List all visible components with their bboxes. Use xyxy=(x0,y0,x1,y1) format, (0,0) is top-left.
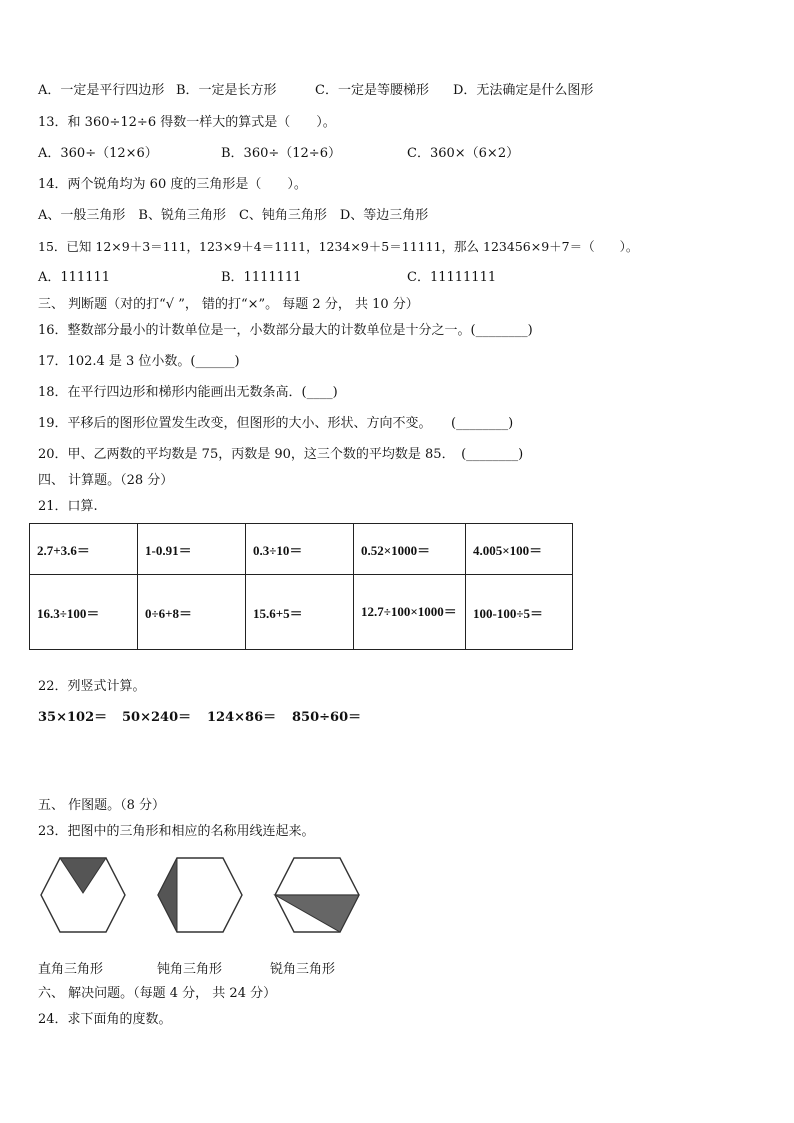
q13-option-a: A．360÷（12×6） xyxy=(38,146,158,161)
q18: 18．在平行四边形和梯形内能画出无数条高．(____) xyxy=(38,385,338,400)
q22-item: 50×240＝ xyxy=(122,710,192,725)
q15-option-a: A．111111 xyxy=(38,270,111,285)
table-cell: 15.6+5＝ xyxy=(246,575,354,650)
mental-calc-table xyxy=(29,523,573,650)
table-row xyxy=(30,575,573,650)
label-obtuse-triangle: 钝角三角形 xyxy=(157,962,223,977)
hexagon-figure-1 xyxy=(38,855,128,935)
q22-item: 35×102＝ xyxy=(38,710,108,725)
table-cell: 0÷6+8＝ xyxy=(138,575,246,650)
shaded-triangle-2 xyxy=(158,858,177,932)
table-cell: 12.7÷100×1000＝ xyxy=(354,575,466,650)
label-right-triangle: 直角三角形 xyxy=(38,962,104,977)
section-5-heading: 五、 作图题。（8 分） xyxy=(38,798,166,813)
q12-option-b: B．一定是长方形 xyxy=(176,83,277,98)
q13-option-c: C．360×（6×2） xyxy=(407,146,520,161)
hexagon-figure-2 xyxy=(155,855,245,935)
q15-option-b: B．1111111 xyxy=(221,270,302,285)
q22: 22．列竖式计算。 xyxy=(38,679,146,694)
q15-option-c: C．11111111 xyxy=(407,270,497,285)
table-cell: 4.005×100＝ xyxy=(466,524,573,575)
q19: 19．平移后的图形位置发生改变，但图形的大小、形状、方向不变。 (________) xyxy=(38,416,514,431)
q22-item: 124×86＝ xyxy=(207,710,277,725)
q23: 23．把图中的三角形和相应的名称用线连起来。 xyxy=(38,824,315,839)
q21: 21．口算. xyxy=(38,499,98,514)
q17: 17．102.4 是 3 位小数。(______) xyxy=(38,354,240,369)
q15-stem: 15．已知 12×9＋3＝111，123×9＋4＝1111，1234×9＋5＝11111，那么 123456×9＋7＝（ ）。 xyxy=(38,239,639,254)
q16: 16．整数部分最小的计数单位是一，小数部分最大的计数单位是十分之一。(________) xyxy=(38,323,533,338)
table-row xyxy=(30,524,573,575)
hexagon-figure-3 xyxy=(272,855,362,935)
section-4-heading: 四、 计算题。（28 分） xyxy=(38,473,174,488)
q13-option-b: B．360÷（12÷6） xyxy=(221,146,341,161)
q14-options: A、一般三角形 B、锐角三角形 C、钝角三角形 D、等边三角形 xyxy=(38,208,429,223)
table-cell: 16.3÷100＝ xyxy=(30,575,138,650)
table-cell: 0.3÷10＝ xyxy=(246,524,354,575)
label-acute-triangle: 锐角三角形 xyxy=(270,962,336,977)
table-cell: 0.52×1000＝ xyxy=(354,524,466,575)
q12-option-d: D．无法确定是什么图形 xyxy=(453,83,594,98)
q24: 24．求下面角的度数。 xyxy=(38,1012,172,1027)
q20: 20．甲、乙两数的平均数是 75，丙数是 90，这三个数的平均数是 85． (________) xyxy=(38,447,524,462)
table-cell: 1-0.91＝ xyxy=(138,524,246,575)
table-cell: 100-100÷5＝ xyxy=(466,575,573,650)
q12-option-a: A．一定是平行四边形 xyxy=(38,83,165,98)
q14-stem: 14．两个锐角均为 60 度的三角形是（ ）。 xyxy=(38,177,307,192)
table-cell: 2.7+3.6＝ xyxy=(30,524,138,575)
q12-option-c: C．一定是等腰梯形 xyxy=(315,83,429,98)
q22-item: 850÷60＝ xyxy=(292,710,362,725)
q13-stem: 13．和 360÷12÷6 得数一样大的算式是（ ）。 xyxy=(38,115,336,130)
section-6-heading: 六、 解决问题。（每题 4 分， 共 24 分） xyxy=(38,986,277,1001)
section-3-heading: 三、 判断题（对的打“√ ”， 错的打“×”。 每题 2 分， 共 10 分） xyxy=(38,297,419,312)
